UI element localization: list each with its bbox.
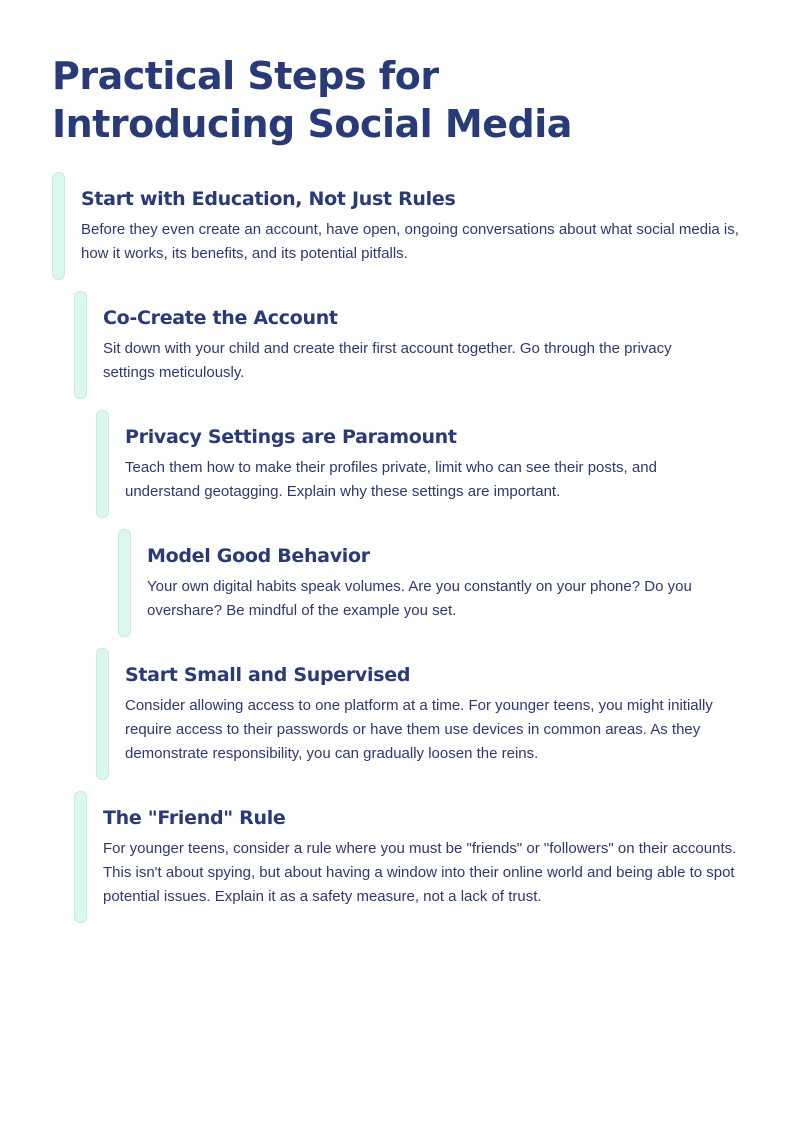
step-accent-bar <box>96 410 109 518</box>
step-heading: Co-Create the Account <box>103 307 338 329</box>
step-heading: Start with Education, Not Just Rules <box>81 188 456 210</box>
step-body: Teach them how to make their profiles private, limit who can see their posts, and understand geotagging. Explain why these settings are important. <box>125 459 657 500</box>
step-accent-bar <box>118 529 131 637</box>
step-accent-bar <box>52 172 65 280</box>
step-privacy-settings <box>96 410 756 518</box>
step-friend-rule <box>74 791 754 923</box>
step-body: Your own digital habits speak volumes. Are you constantly on your phone? Do you overshare? Be mindful of the example you set. <box>147 578 692 619</box>
step-body: For younger teens, consider a rule where you must be "friends" or "followers" on their accounts. This isn't about spying, but about having a window into their online world and being able to spot potential issues. Explain it as a safety measure, not a lack of trust. <box>103 840 737 905</box>
step-accent-bar <box>74 791 87 923</box>
step-start-with-education <box>52 172 752 280</box>
step-body: Consider allowing access to one platform at a time. For younger teens, you might initially require access to their passwords or have them use devices in common areas. As they demonstrate responsibility, you can gradually loosen the reins. <box>125 697 713 762</box>
step-co-create-account <box>74 291 754 399</box>
step-body: Sit down with your child and create their first account together. Go through the privacy settings meticulously. <box>103 340 672 381</box>
step-start-small-supervised <box>96 648 756 780</box>
page-title-line-2: Introducing Social Media <box>52 102 572 146</box>
step-body: Before they even create an account, have open, ongoing conversations about what social media is, how it works, its benefits, and its potential pitfalls. <box>81 221 739 262</box>
step-heading: Start Small and Supervised <box>125 664 411 686</box>
step-heading: Privacy Settings are Paramount <box>125 426 457 448</box>
step-accent-bar <box>74 291 87 399</box>
step-accent-bar <box>96 648 109 780</box>
page-title-line-1: Practical Steps for <box>52 54 439 98</box>
step-model-good-behavior <box>118 529 758 637</box>
step-heading: The "Friend" Rule <box>103 807 286 829</box>
step-heading: Model Good Behavior <box>147 545 370 567</box>
page-title <box>52 52 752 148</box>
